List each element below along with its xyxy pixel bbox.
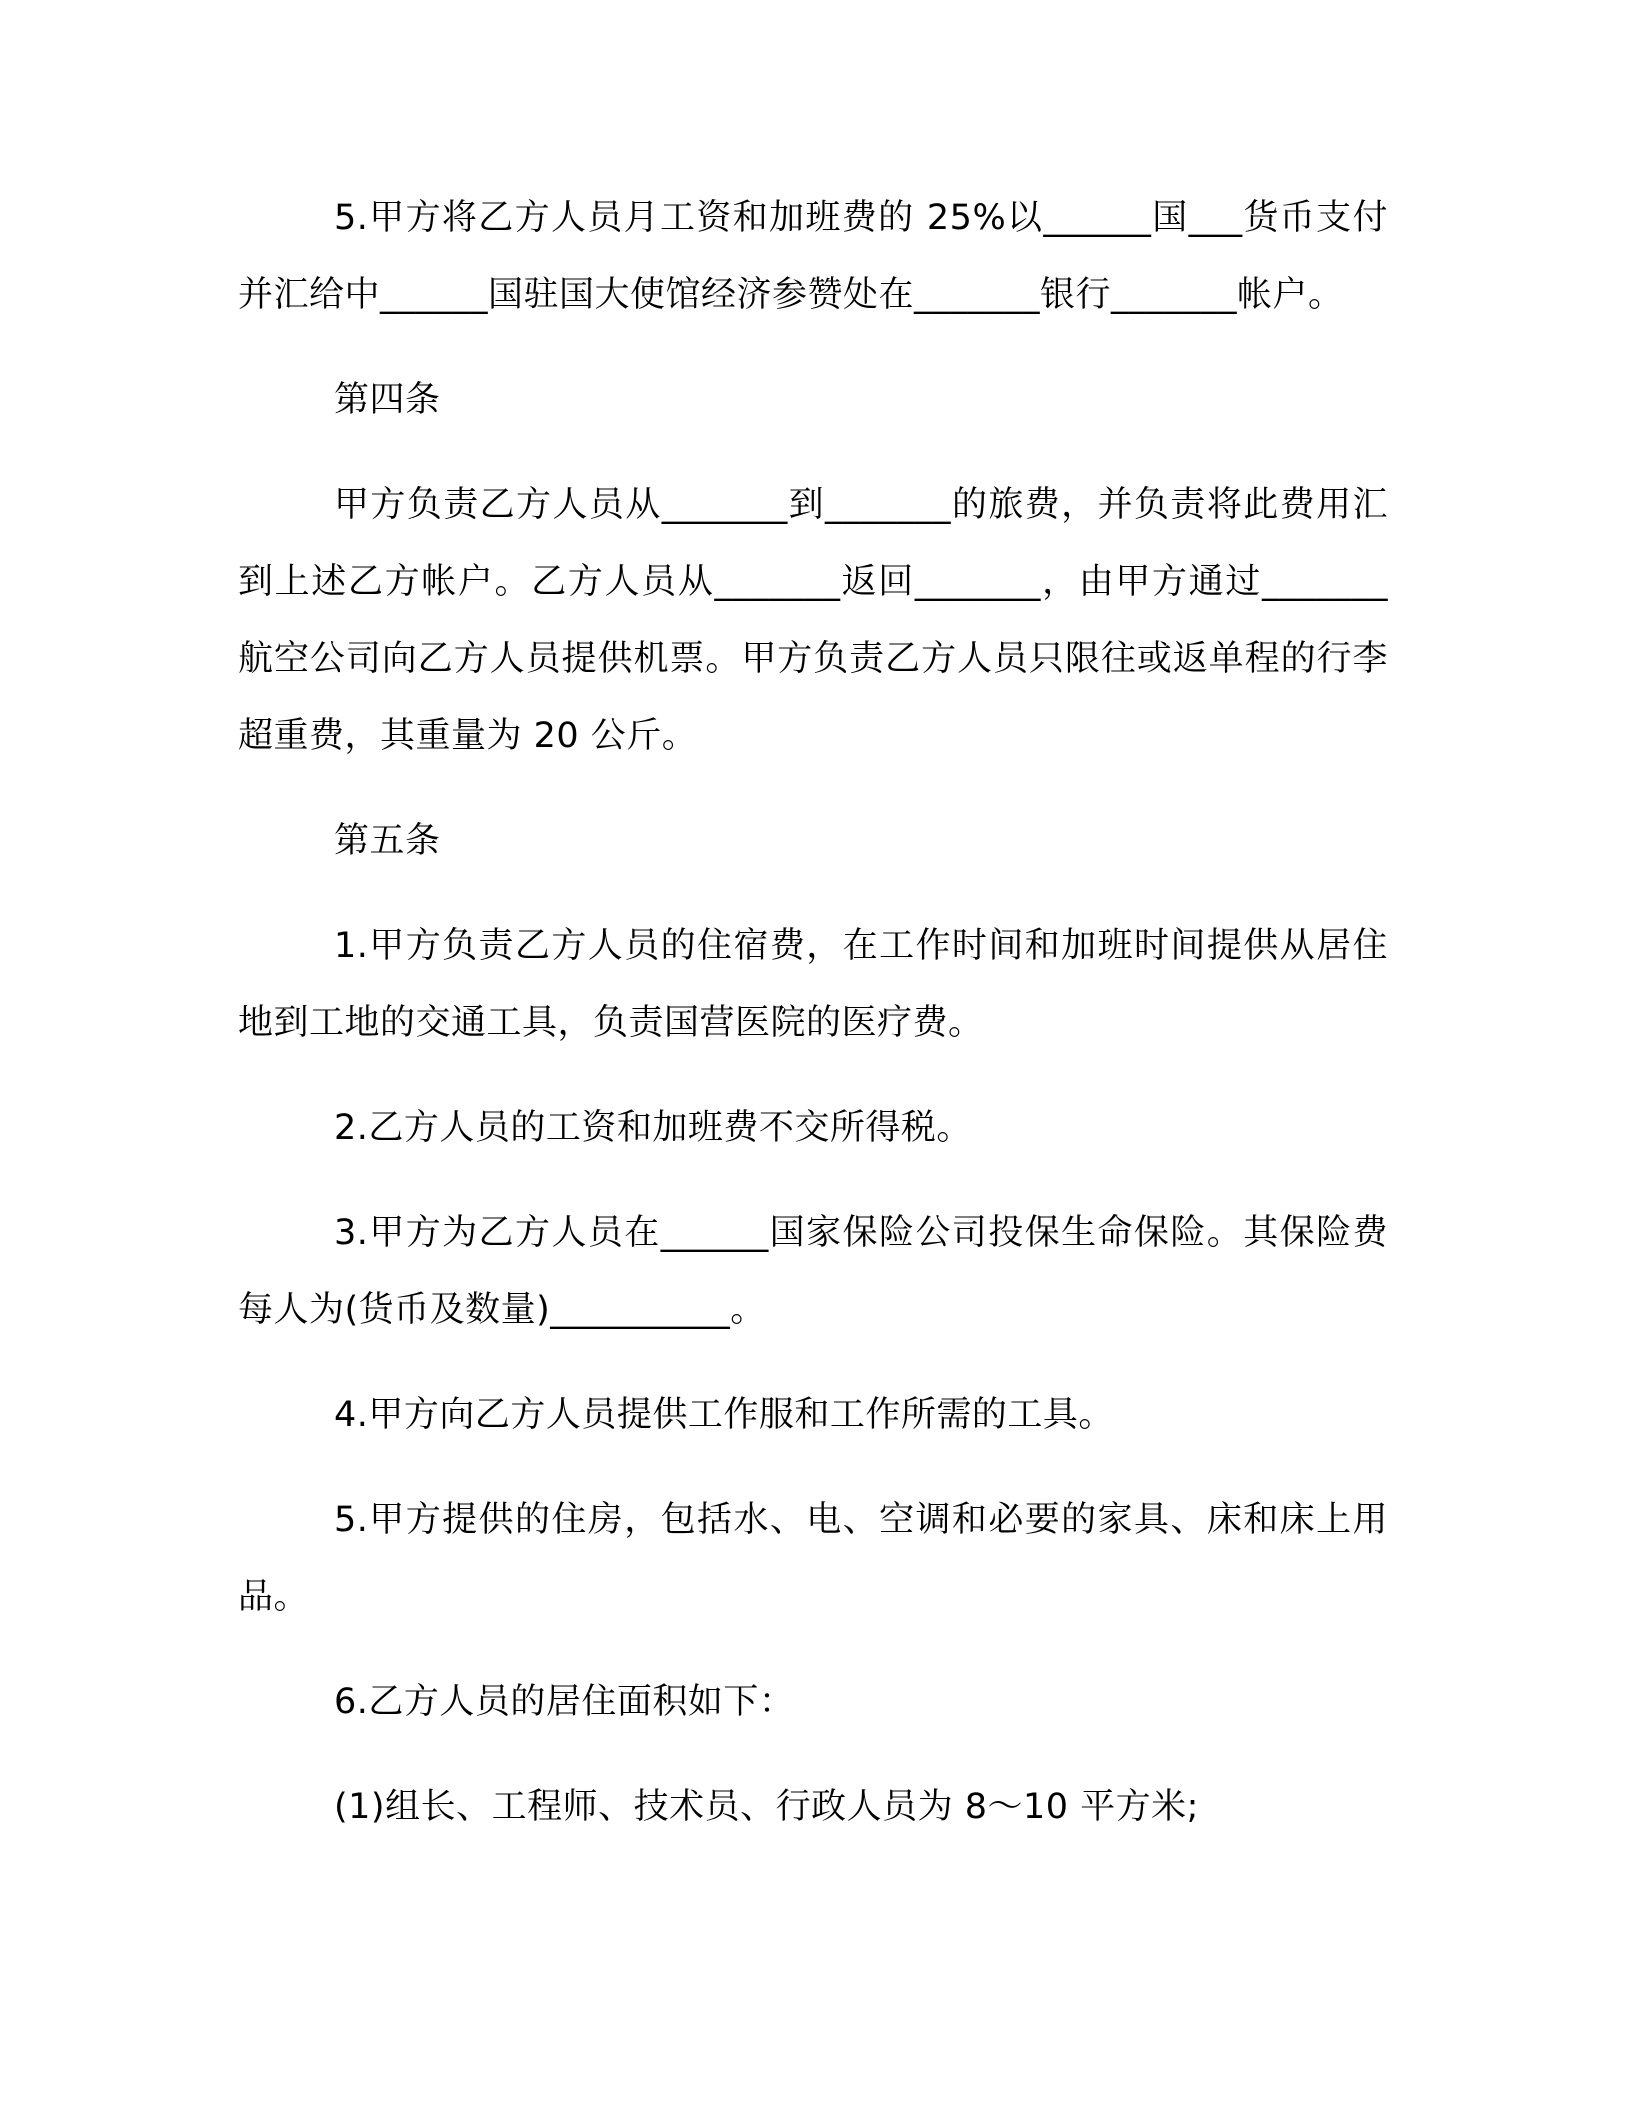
article-5-item-6: 6.乙方人员的居住面积如下： [334,1682,795,1722]
document-body [238,180,1388,1874]
article-5-item-2: 2.乙方人员的工资和加班费不交所得税。 [334,1108,972,1148]
article-5-item-1: 1.甲方负责乙方人员的住宿费，在工作时间和加班时间提供从居住地到工地的交通工具，负责国营医院的医疗费。 [238,926,1388,1043]
article-5-item-3: 3.甲方为乙方人员在______国家保险公司投保生命保险。其保险费每人为(货币及数量)__________。 [238,1213,1388,1330]
article-4-body: 甲方负责乙方人员从_______到_______的旅费，并负责将此费用汇到上述乙方帐户。乙方人员从_______返回_______，由甲方通过_______航空公司向乙方人员提供机票。甲方负责乙方人员只限往或返单程的行李超重费，其重量为 20 公斤。 [238,485,1388,756]
article-5-item-4: 4.甲方向乙方人员提供工作服和工作所需的工具。 [334,1395,1114,1435]
article-5-item-5: 5.甲方提供的住房，包括水、电、空调和必要的家具、床和床上用品。 [238,1500,1388,1617]
clause-3-item-5: 5.甲方将乙方人员月工资和加班费的 25%以______国___货币支付并汇给中______国驻国大使馆经济参赞处在_______银行_______帐户。 [238,198,1388,315]
article-5-item-6-sub-1: (1)组长、工程师、技术员、行政人员为 8～10 平方米; [334,1787,1199,1827]
article-5-heading: 第五条 [334,821,441,861]
article-4-heading: 第四条 [334,380,441,420]
